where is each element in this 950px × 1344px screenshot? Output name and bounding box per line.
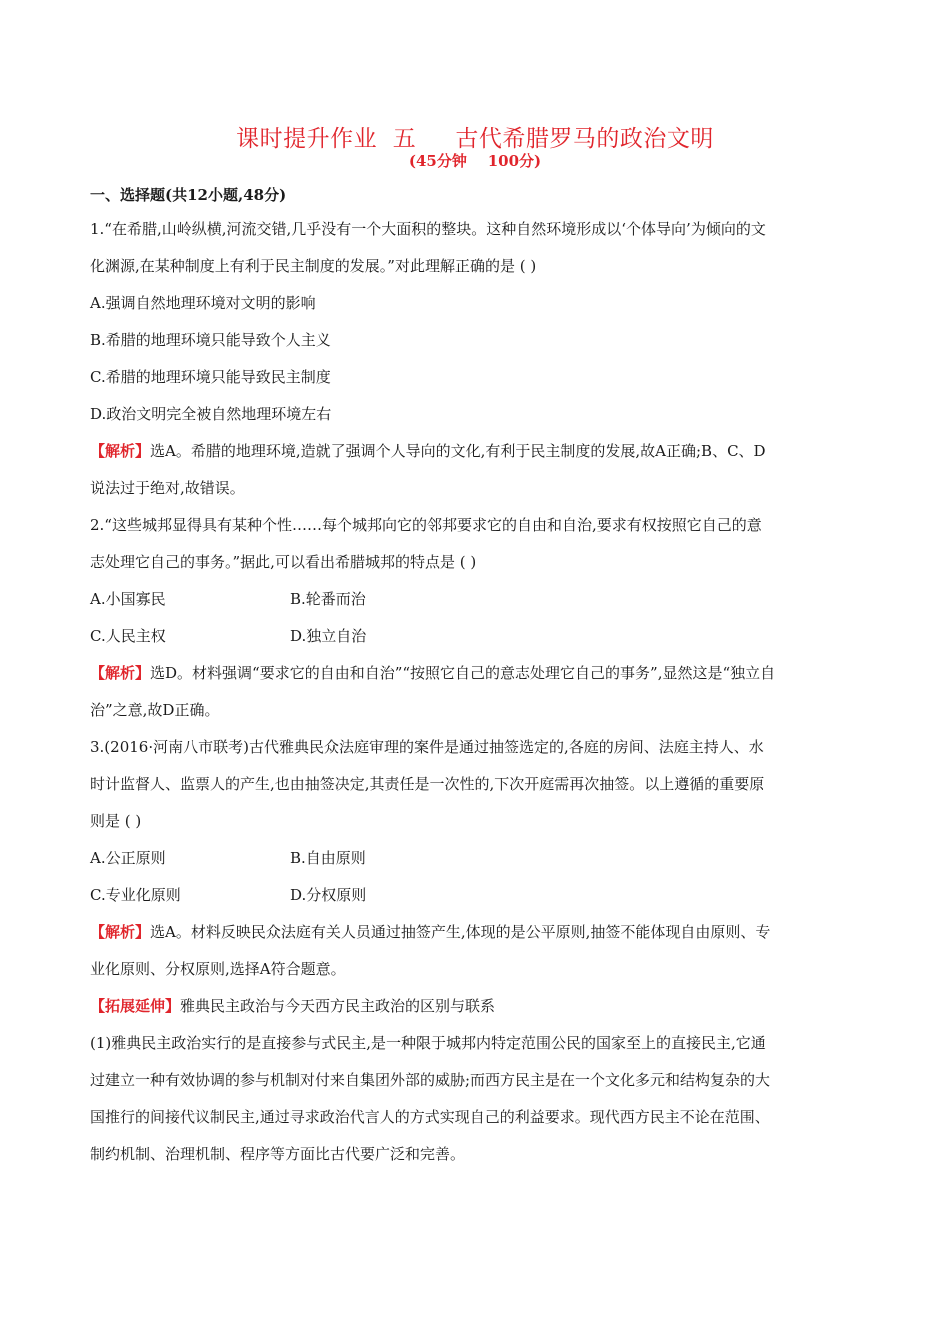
option-c: C.专业化原则 — [90, 886, 181, 904]
question-stem: 1.“在希腊,山岭纵横,河流交错,几乎没有一个大面积的整块。这种自然环境形成以‘个体导向’为倾向的文 — [90, 220, 766, 238]
extension-heading: 雅典民主政治与今天西方民主政治的区别与联系 — [180, 997, 496, 1015]
answer-tag: 【解析】 — [90, 442, 151, 460]
options-row — [90, 581, 860, 618]
answer-text: 业化原则、分权原则,选择A符合题意。 — [90, 960, 346, 978]
answer-tag: 【解析】 — [90, 923, 151, 941]
extension-heading-row — [90, 988, 860, 1025]
question-stem: 化渊源,在某种制度上有利于民主制度的发展。”对此理解正确的是 ( ) — [90, 257, 537, 275]
answer-explanation — [90, 914, 860, 951]
options-row — [90, 840, 860, 877]
question-stem: 时计监督人、监票人的产生,也由抽签决定,其责任是一次性的,下次开庭需再次抽签。以上遵循的重要原 — [90, 775, 765, 793]
option-b: B.自由原则 — [290, 849, 366, 867]
option-b: B.希腊的地理环境只能导致个人主义 — [90, 331, 331, 349]
options-row — [90, 618, 860, 655]
answer-text: 选A。材料反映民众法庭有关人员通过抽签产生,体现的是公平原则,抽签不能体现自由原则、专 — [150, 923, 771, 941]
options-row — [90, 877, 860, 914]
option-b: B.轮番而治 — [290, 590, 366, 608]
question-1 — [90, 211, 860, 507]
answer-text: 说法过于绝对,故错误。 — [90, 479, 245, 497]
question-stem: 3.(2016·河南八市联考)古代雅典民众法庭审理的案件是通过抽签选定的,各庭的房间、法庭主持人、水 — [90, 738, 764, 756]
page-title: 课时提升作业 五 古代希腊罗马的政治文明 — [236, 126, 714, 152]
answer-tag: 【解析】 — [90, 664, 151, 682]
question-stem: 2.“这些城邦显得具有某种个性……每个城邦向它的邻邦要求它的自由和自治,要求有权按照它自己的意 — [90, 516, 762, 534]
document-body — [90, 183, 860, 1173]
question-2 — [90, 507, 860, 729]
option-c: C.希腊的地理环境只能导致民主制度 — [90, 368, 331, 386]
extension-tag: 【拓展延伸】 — [90, 997, 181, 1015]
extension-text: 过建立一种有效协调的参与机制对付来自集团外部的威胁;而西方民主是在一个文化多元和结构复杂的大 — [90, 1071, 771, 1089]
option-c: C.人民主权 — [90, 627, 166, 645]
answer-text: 选A。希腊的地理环境,造就了强调个人导向的文化,有利于民主制度的发展,故A正确;B、C、D — [150, 442, 766, 460]
page-subtitle: (45分钟 100分) — [408, 152, 542, 170]
question-3 — [90, 729, 860, 988]
question-stem: 则是 ( ) — [90, 812, 142, 830]
option-a: A.强调自然地理环境对文明的影响 — [90, 294, 316, 312]
extension-text: 国推行的间接代议制民主,通过寻求政治代言人的方式实现自己的利益要求。现代西方民主不论在范围、 — [90, 1108, 770, 1126]
extension-text: 制约机制、治理机制、程序等方面比古代要广泛和完善。 — [90, 1145, 466, 1163]
extension-block — [90, 988, 860, 1173]
answer-text: 选D。材料强调“要求它的自由和自治”“按照它自己的意志处理它自己的事务”,显然这是“独立自 — [150, 664, 776, 682]
section-heading: 一、选择题(共12小题,48分) — [90, 186, 287, 204]
option-a: A.公正原则 — [90, 849, 166, 867]
option-d: D.独立自治 — [290, 627, 367, 645]
answer-text: 治”之意,故D正确。 — [90, 701, 220, 719]
option-d: D.政治文明完全被自然地理环境左右 — [90, 405, 332, 423]
extension-text: (1)雅典民主政治实行的是直接参与式民主,是一种限于城邦内特定范围公民的国家至上的直接民主,它通 — [90, 1034, 766, 1052]
option-a: A.小国寡民 — [90, 590, 166, 608]
question-stem: 志处理它自己的事务。”据此,可以看出希腊城邦的特点是 ( ) — [90, 553, 477, 571]
option-d: D.分权原则 — [290, 886, 367, 904]
answer-explanation — [90, 655, 860, 692]
answer-explanation — [90, 433, 860, 470]
